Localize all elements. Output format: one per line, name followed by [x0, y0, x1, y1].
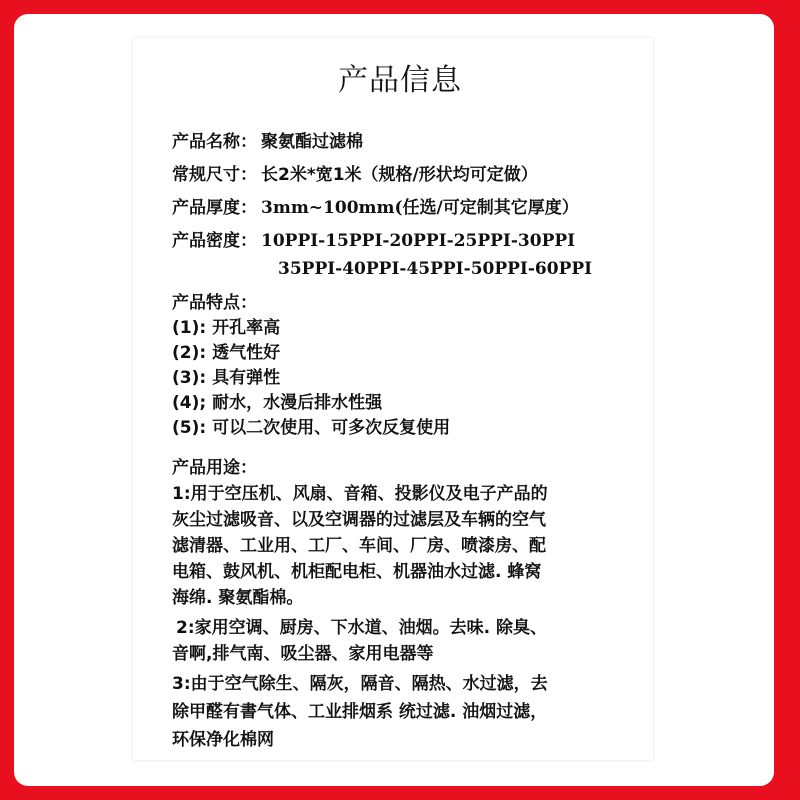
density-line-2: 35PPI-40PPI-45PPI-50PPI-60PPI: [278, 259, 593, 279]
spec-row-name: [172, 132, 363, 152]
spec-row-size: [172, 165, 538, 185]
spec-value: 长2米*宽1米（规格/形状均可定做）: [261, 165, 538, 185]
feature-item: (1): 开孔率高: [172, 318, 281, 338]
uses-line: 除甲醛有書气体、工业排烟系 统过滤. 油烟过滤，: [172, 702, 548, 722]
spec-label: 产品密度：: [172, 231, 257, 251]
uses-title: 产品用途：: [172, 458, 257, 478]
spec-label: 产品厚度：: [172, 198, 257, 218]
features-title: 产品特点：: [172, 293, 257, 313]
uses-line: 滤清器、工业用、工厂、车间、厂房、喷漆房、配: [172, 536, 546, 556]
uses-line: 1:用于空压机、风扇、音箱、投影仪及电子产品的: [172, 484, 548, 504]
spec-label: 产品名称：: [172, 132, 257, 152]
spec-value: 聚氨酯过滤棉: [261, 132, 363, 152]
spec-value: 3mm~100mm(任选/可定制其它厚度）: [261, 198, 579, 218]
uses-line: 电箱、鼓风机、机柜配电柜、机器油水过滤. 蜂窝: [172, 562, 542, 582]
spec-row-thickness: [172, 198, 579, 218]
feature-item: (4); 耐水，水漫后排水性强: [172, 393, 383, 413]
spec-value: 10PPI-15PPI-20PPI-25PPI-30PPI: [261, 231, 576, 251]
uses-line: 3:由于空气除生、隔灰，隔音、隔热、水过滤，去: [172, 674, 548, 694]
spec-row-density: [172, 231, 575, 251]
feature-item: (2): 透气性好: [172, 343, 281, 363]
uses-line: 灰尘过滤吸音、以及空调器的过滤层及车辆的空气: [172, 510, 546, 530]
uses-line: 音啊,排气南、吸尘器、家用电器等: [172, 644, 434, 664]
uses-line: 2:家用空调、厨房、下水道、油烟。去味. 除臭、: [176, 618, 548, 638]
feature-item: (5): 可以二次使用、可多次反复使用: [172, 418, 451, 438]
page-title: 产品信息: [338, 63, 462, 98]
uses-line: 海绵. 聚氨酯棉。: [172, 588, 304, 608]
uses-line: 环保净化棉网: [172, 730, 274, 750]
feature-item: (3): 具有弹性: [172, 368, 281, 388]
spec-label: 常规尺寸：: [172, 165, 257, 185]
